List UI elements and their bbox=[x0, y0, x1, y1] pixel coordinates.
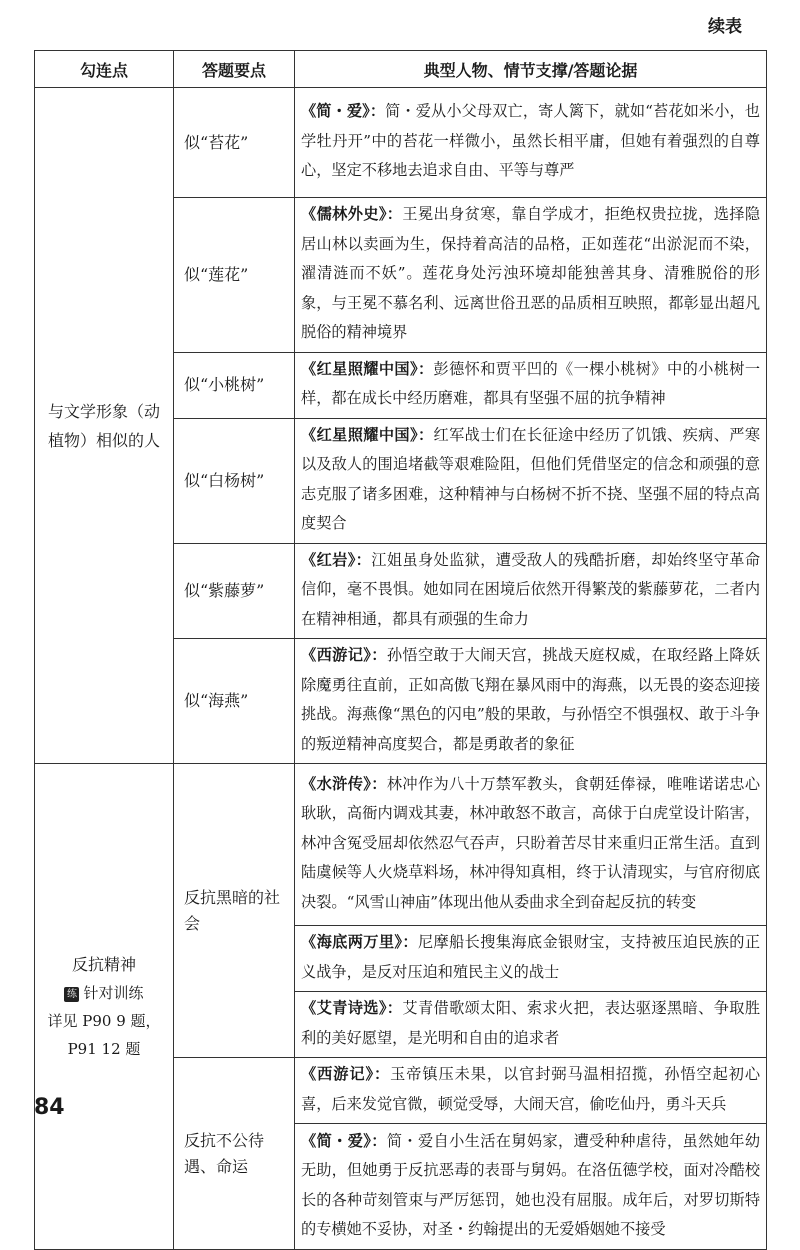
table-row bbox=[35, 88, 767, 198]
evidence-cell: 《西游记》：孙悟空敢于大闹天宫，挑战天庭权威，在取经路上降妖除魔勇往直前，正如高傲飞翔在暴风雨中的海燕，以无畏的姿态迎接挑战。海燕像“黑色的闪电”般的果敢，与孙悟空不惧强权、敢于斗争的叛逆精神高度契合，都是勇敢者的象征 bbox=[295, 639, 767, 764]
evidence-cell: 《简・爱》：简・爱自小生活在舅妈家，遭受种种虐待，虽然她年幼无助，但她勇于反抗恶毒的表哥与舅妈。在洛伍德学校，面对冷酷校长的各种苛刻管束与严厉惩罚，她也没有屈服。成年后，对罗切斯特的专横她不妥协，对圣・约翰提出的无爱婚姻她不接受 bbox=[295, 1124, 767, 1250]
evidence-cell: 《简・爱》：简・爱从小父母双亡，寄人篱下，就如“苔花如米小，也学牡丹开”中的苔花一样微小，虽然长相平庸，但她有着强烈的自尊心，坚定不移地去追求自由、平等与尊严 bbox=[295, 88, 767, 198]
answer-point: 似“海燕” bbox=[174, 639, 295, 764]
continued-label: 续表 bbox=[708, 17, 742, 37]
practice-icon: 练 bbox=[64, 987, 79, 1002]
evidence-cell: 《水浒传》：林冲作为八十万禁军教头，食朝廷俸禄，唯唯诺诺忠心耿耿，高衙内调戏其妻，林冲敢怒不敢言，高俅于白虎堂设计陷害，林冲含冤受屈却依然忍气吞声，只盼着苦尽甘来重归正常生活。直到陆虞候等人火烧草料场，林冲得知真相，终于认清现实，与官府彻底决裂。“风雪山神庙”体现出他从委曲求全到奋起反抗的转变 bbox=[295, 764, 767, 926]
page-number: 84 bbox=[34, 1095, 65, 1120]
header-evidence: 典型人物、情节支撑/答题论据 bbox=[295, 51, 767, 88]
answer-point: 似“紫藤萝” bbox=[174, 543, 295, 639]
link-point-resistance: 反抗精神 练 针对训练 详见 P90 9 题， P91 12 题 bbox=[35, 764, 174, 1250]
answer-point: 似“苔花” bbox=[174, 88, 295, 198]
answer-point: 似“小桃树” bbox=[174, 352, 295, 418]
answer-point: 反抗不公待遇、命运 bbox=[174, 1058, 295, 1250]
evidence-cell: 《红星照耀中国》：彭德怀和贾平凹的《一棵小桃树》中的小桃树一样，都在成长中经历磨难，都具有坚强不屈的抗争精神 bbox=[295, 352, 767, 418]
evidence-cell: 《艾青诗选》：艾青借歌颂太阳、索求火把，表达驱逐黑暗、争取胜利的美好愿望，是光明和自由的追求者 bbox=[295, 992, 767, 1058]
table-header-row bbox=[35, 51, 767, 88]
evidence-cell: 《西游记》：玉帝镇压未果，以官封弼马温相招揽，孙悟空起初心喜，后来发觉官微，顿觉受辱，大闹天宫，偷吃仙丹，勇斗天兵 bbox=[295, 1058, 767, 1124]
evidence-cell: 《儒林外史》：王冕出身贫寒，靠自学成才，拒绝权贵拉拢，选择隐居山林以卖画为生，保持着高洁的品格，正如莲花“出淤泥而不染，濯清涟而不妖”。莲花身处污浊环境却能独善其身、清雅脱俗的形象，与王冕不慕名利、远离世俗丑恶的品质相互映照，都彰显出超凡脱俗的精神境界 bbox=[295, 198, 767, 353]
header-link-point: 勾连点 bbox=[35, 51, 174, 88]
evidence-cell: 《红星照耀中国》：红军战士们在长征途中经历了饥饿、疾病、严寒以及敌人的围追堵截等艰难险阻，但他们凭借坚定的信念和顽强的意志克服了诸多困难，这种精神与白杨树不折不挠、坚强不屈的特点高度契合 bbox=[295, 418, 767, 543]
answer-point: 反抗黑暗的社会 bbox=[174, 764, 295, 1058]
answer-point: 似“白杨树” bbox=[174, 418, 295, 543]
literature-table bbox=[34, 50, 767, 1250]
answer-point: 似“莲花” bbox=[174, 198, 295, 353]
header-answer-point: 答题要点 bbox=[174, 51, 295, 88]
table-row bbox=[35, 764, 767, 926]
link-point-literary-image: 与文学形象（动植物）相似的人 bbox=[35, 88, 174, 764]
evidence-cell: 《海底两万里》：尼摩船长搜集海底金银财宝，支持被压迫民族的正义战争，是反对压迫和殖民主义的战士 bbox=[295, 926, 767, 992]
evidence-cell: 《红岩》：江姐虽身处监狱，遭受敌人的残酷折磨，却始终坚守革命信仰，毫不畏惧。她如同在困境后依然开得繁茂的紫藤萝花，二者内在精神相通，都具有顽强的生命力 bbox=[295, 543, 767, 639]
